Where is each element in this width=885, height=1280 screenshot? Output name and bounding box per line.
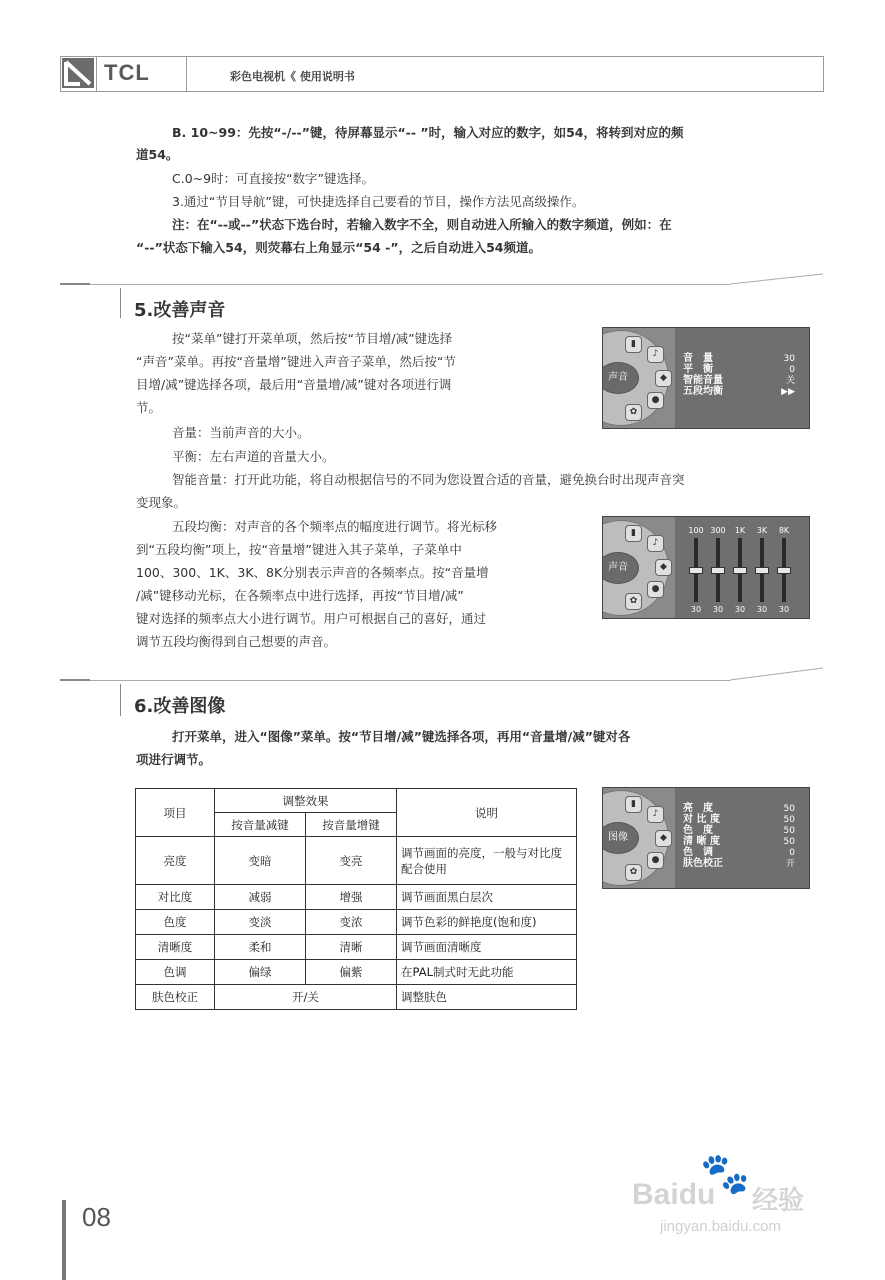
header-frame xyxy=(60,56,824,92)
paragraph-line: 五段均衡：对声音的各个频率点的幅度进行调节。将光标移 xyxy=(172,519,498,534)
table-row xyxy=(136,985,577,1010)
menu-value: 30 xyxy=(783,354,795,364)
menu-value: 0 xyxy=(789,848,795,858)
menu-item: 亮 度 xyxy=(683,803,713,814)
menu-item: 智能音量 xyxy=(683,375,723,386)
eq-slider-knob xyxy=(689,567,703,574)
picture-icon: ▮ xyxy=(625,796,642,813)
table-cell: 调节画面清晰度 xyxy=(397,935,577,960)
menu-value: 50 xyxy=(783,837,795,847)
menu-icon: ✿ xyxy=(625,404,642,421)
menu-value: ▶▶ xyxy=(781,387,795,397)
eq-slider-knob xyxy=(755,567,769,574)
intro-line-b: B. 10~99：先按“-/--”键，待屏幕显示“-- ”时，输入对应的数字，如54，将转到对应的频 xyxy=(172,125,684,140)
sound-icon: ♪ xyxy=(647,346,664,363)
menu-icon: ✿ xyxy=(625,864,642,881)
picture-menu-screen xyxy=(602,787,810,889)
menu-item: 平 衡 xyxy=(683,364,713,375)
table-cell: 变暗 xyxy=(215,837,306,885)
note-line-2: “--”状态下输入54，则荧幕右上角显示“54 -”，之后自动进入54频道。 xyxy=(136,240,541,255)
watermark-url: jingyan.baidu.com xyxy=(660,1218,781,1235)
volume-text: 音量：当前声音的大小。 xyxy=(172,425,310,440)
paragraph-line: 键对选择的频率点大小进行调节。用户可根据自己的喜好，通过 xyxy=(136,611,487,626)
sound-menu-screen xyxy=(602,327,810,429)
table-cell: 调节画面黑白层次 xyxy=(397,885,577,910)
table-cell: 开/关 xyxy=(215,985,397,1010)
menu-item: 肤色校正 xyxy=(683,858,723,869)
eq-band-label: 1K xyxy=(734,526,746,535)
table-row xyxy=(136,935,577,960)
table-header-desc: 说明 xyxy=(397,789,577,837)
menu-icon: ● xyxy=(647,581,664,598)
divider xyxy=(96,56,97,92)
balance-text: 平衡：左右声道的音量大小。 xyxy=(172,449,335,464)
menu-item: 音 量 xyxy=(683,353,713,364)
paragraph-line: /减”键移动光标，在各频率点中进行选择，再按“节目增/减” xyxy=(136,588,464,603)
section-rule-end xyxy=(730,666,825,682)
menu-item: 五段均衡 xyxy=(683,386,723,397)
table-row xyxy=(136,837,577,885)
menu-value: 关 xyxy=(785,376,795,386)
watermark-brand xyxy=(632,1178,715,1212)
paw-icon: 🐾 xyxy=(700,1151,750,1197)
section-title: 5.改善声音 xyxy=(134,300,226,321)
table-cell: 亮度 xyxy=(136,837,215,885)
menu-icon: ◆ xyxy=(655,830,672,847)
table-row xyxy=(136,910,577,935)
table-cell: 变淡 xyxy=(215,910,306,935)
smart-volume-text: 智能音量：打开此功能，将自动根据信号的不同为您设置合适的音量，避免换台时出现声音突 xyxy=(172,472,685,487)
table-cell: 偏绿 xyxy=(215,960,306,985)
menu-icon: ◆ xyxy=(655,559,672,576)
table-cell: 偏紫 xyxy=(306,960,397,985)
table-cell: 调节画面的亮度，一般与对比度配合使用 xyxy=(397,837,577,885)
table-header-effect: 调整效果 xyxy=(215,789,397,813)
section-tick xyxy=(60,679,90,681)
eq-band-value: 30 xyxy=(690,605,702,614)
smart-volume-text: 变现象。 xyxy=(136,495,187,510)
menu-icon: ● xyxy=(647,392,664,409)
table-cell: 在PAL制式时无此功能 xyxy=(397,960,577,985)
table-cell: 柔和 xyxy=(215,935,306,960)
section-bar xyxy=(120,684,121,716)
eq-band-value: 30 xyxy=(778,605,790,614)
picture-adjustment-table xyxy=(135,788,577,1010)
intro-line-b2: 道54。 xyxy=(136,147,179,162)
eq-band-value: 30 xyxy=(734,605,746,614)
intro-line-3: 3.通过“节目导航”键，可快捷选择自己要看的节目，操作方法见高级操作。 xyxy=(172,194,585,209)
sound-icon: ♪ xyxy=(647,806,664,823)
table-header-up: 按音量增键 xyxy=(306,813,397,837)
table-cell: 调节色彩的鲜艳度(饱和度) xyxy=(397,910,577,935)
table-cell: 色调 xyxy=(136,960,215,985)
menu-value: 开 xyxy=(785,859,795,869)
section-rule-end xyxy=(730,272,825,286)
section-rule xyxy=(90,284,730,285)
tcl-logo-icon xyxy=(62,58,94,88)
table-cell: 清晰度 xyxy=(136,935,215,960)
eq-band-value: 30 xyxy=(756,605,768,614)
table-cell: 减弱 xyxy=(215,885,306,910)
menu-value: 50 xyxy=(783,804,795,814)
paragraph-line: 打开菜单，进入“图像”菜单。按“节目增/减”键选择各项，再用“音量增/减”键对各 xyxy=(172,729,631,744)
table-row xyxy=(136,960,577,985)
note-line-1: 注：在“--或--”状态下选台时，若输入数字不全，则自动进入所输入的数字频道，例如：在 xyxy=(172,217,672,232)
section-rule xyxy=(90,680,730,681)
table-cell: 色度 xyxy=(136,910,215,935)
table-cell: 变亮 xyxy=(306,837,397,885)
paragraph-line: 到“五段均衡”项上，按“音量增”键进入其子菜单，子菜单中 xyxy=(136,542,462,557)
menu-icon: ● xyxy=(647,852,664,869)
paragraph-line: 目增/减”键选择各项，最后用“音量增/减”键对各项进行调 xyxy=(136,377,452,392)
watermark-brand-du: du xyxy=(678,1178,716,1211)
table-header-item: 项目 xyxy=(136,789,215,837)
menu-center-label: 声音 xyxy=(602,362,639,394)
menu-center-label: 声音 xyxy=(602,552,639,584)
paragraph-line: 调节五段均衡得到自己想要的声音。 xyxy=(136,634,337,649)
table-cell: 对比度 xyxy=(136,885,215,910)
section-tick xyxy=(60,283,90,285)
watermark-brand-bai: Bai xyxy=(632,1178,679,1211)
eq-band-label: 8K xyxy=(778,526,790,535)
manual-title: 彩色电视机《 使用说明书 xyxy=(230,70,355,83)
eq-band-value: 30 xyxy=(712,605,724,614)
menu-item: 色 度 xyxy=(683,825,713,836)
menu-icon: ▮ xyxy=(625,336,642,353)
divider xyxy=(186,56,187,92)
eq-band-label: 3K xyxy=(756,526,768,535)
intro-line-c: C.0~9时：可直接按“数字”键选择。 xyxy=(172,171,375,186)
menu-value: 50 xyxy=(783,826,795,836)
watermark-jingyan: 经验 xyxy=(752,1186,805,1216)
equalizer-screen xyxy=(602,516,810,619)
brand-logo: TCL xyxy=(104,60,150,85)
menu-value: 0 xyxy=(789,365,795,375)
menu-item: 清 晰 度 xyxy=(683,836,720,847)
table-cell: 增强 xyxy=(306,885,397,910)
table-cell: 调整肤色 xyxy=(397,985,577,1010)
table-cell: 变浓 xyxy=(306,910,397,935)
menu-center-label: 图像 xyxy=(602,822,639,854)
section-bar xyxy=(120,288,121,318)
menu-icon: ◆ xyxy=(655,370,672,387)
page-number: 08 xyxy=(82,1202,111,1232)
sound-icon: ♪ xyxy=(647,535,664,552)
paragraph-line: 100、300、1K、3K、8K分别表示声音的各频率点。按“音量增 xyxy=(136,565,489,580)
eq-band-label: 300 xyxy=(710,526,726,535)
paragraph-line: “声音”菜单。再按“音量增”键进入声音子菜单，然后按“节 xyxy=(136,354,456,369)
eq-slider-knob xyxy=(733,567,747,574)
menu-item: 色 调 xyxy=(683,847,713,858)
table-row xyxy=(136,885,577,910)
section-title: 6.改善图像 xyxy=(134,696,226,717)
eq-band-label: 100 xyxy=(688,526,704,535)
paragraph-line: 节。 xyxy=(136,400,162,415)
menu-icon: ✿ xyxy=(625,593,642,610)
paragraph-line: 项进行调节。 xyxy=(136,752,212,767)
eq-slider-knob xyxy=(777,567,791,574)
eq-slider-knob xyxy=(711,567,725,574)
table-header-down: 按音量减键 xyxy=(215,813,306,837)
table-cell: 清晰 xyxy=(306,935,397,960)
paragraph-line: 按“菜单”键打开菜单项，然后按“节目增/减”键选择 xyxy=(172,331,453,346)
menu-icon: ▮ xyxy=(625,525,642,542)
table-cell: 肤色校正 xyxy=(136,985,215,1010)
menu-value: 50 xyxy=(783,815,795,825)
page-bar xyxy=(62,1200,66,1280)
menu-item: 对 比 度 xyxy=(683,814,720,825)
